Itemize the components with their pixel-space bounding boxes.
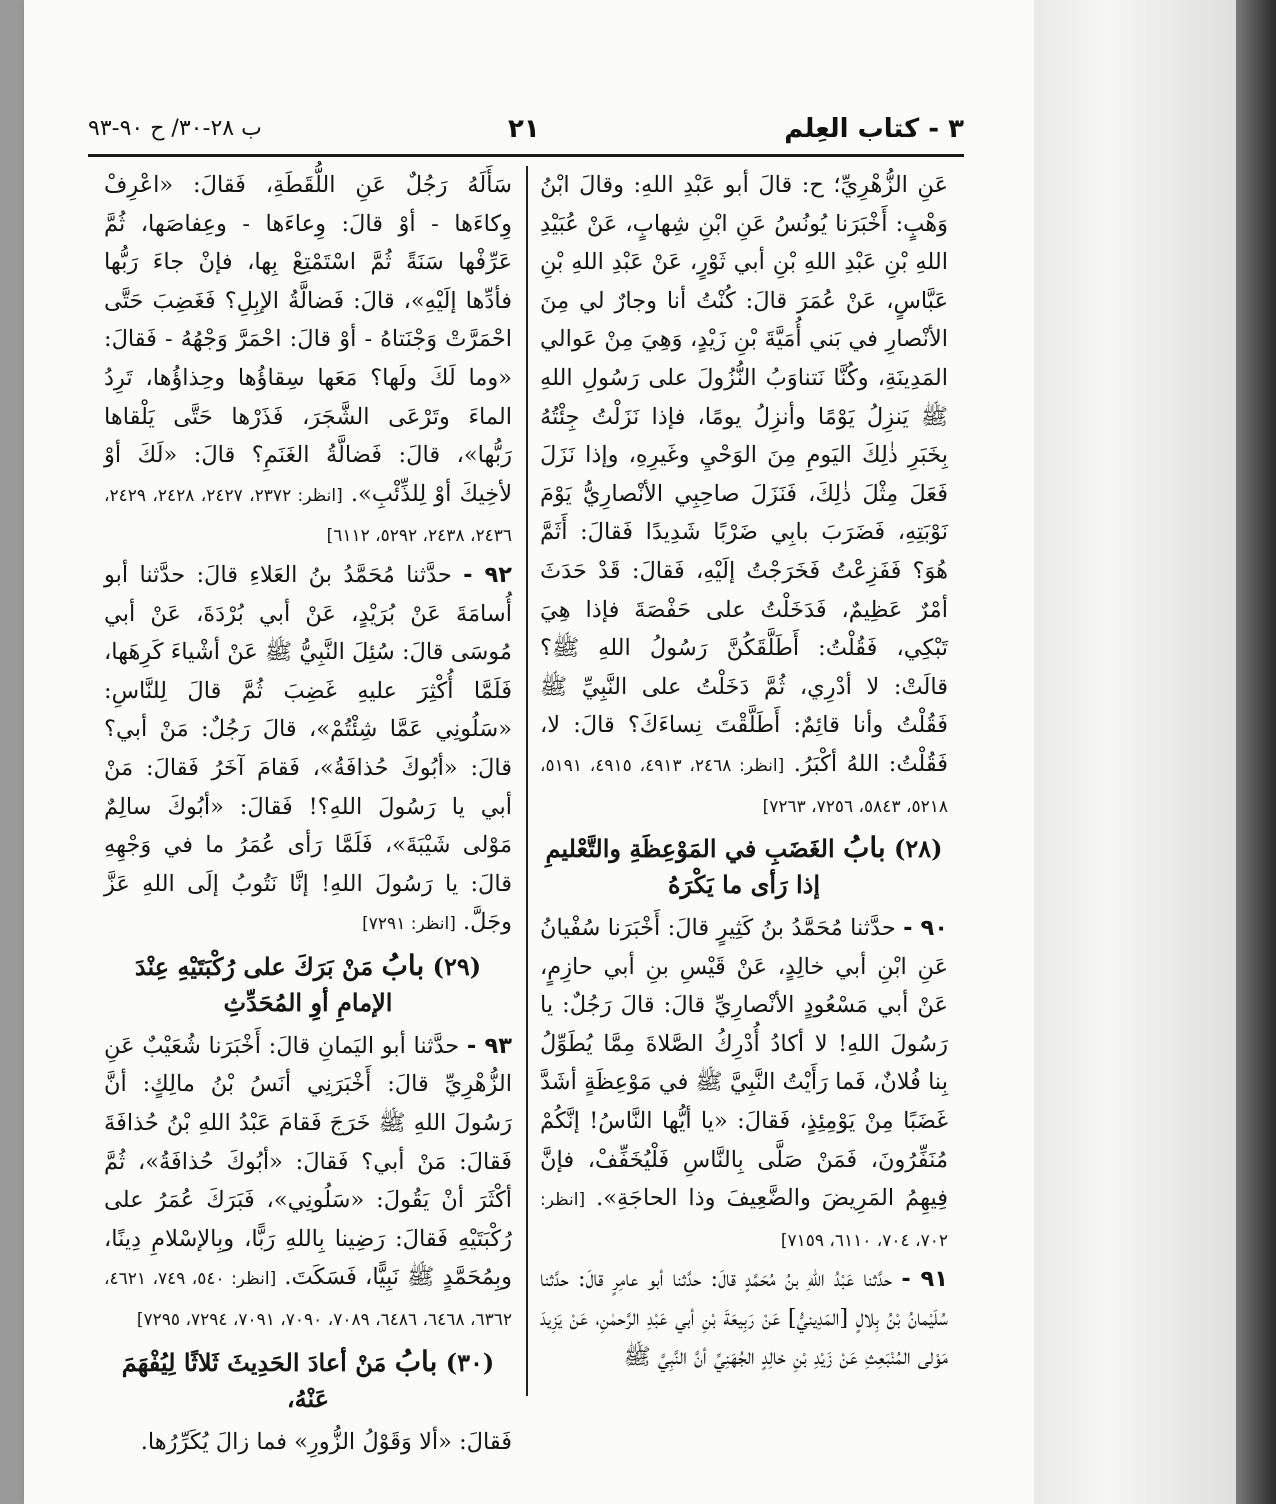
chapter-number: (٢٩) bbox=[432, 951, 482, 981]
hadith-text: فَقالَ: «ألا وَقَوْلُ الزُّورِ» فما زالَ يُكَرِّرُها. bbox=[140, 1428, 512, 1455]
hadith-text: حدَّثنا مُحَمَّدُ بنُ العَلاءِ قالَ: حدَّثنا أبو أُسامَةَ عَنْ بُرَيْدٍ، عَنْ أبي بُرْدَةَ، عَنْ أبي مُوسَى قالَ: سُئِلَ النَّبِيُّ ﷺ عَنْ أشْياءَ كَرِهَها، فَلَمَّا أُكْثِرَ عليهِ غَضِبَ ثُمَّ قالَ لِلنَّاسِ: «سَلُونِي عَمَّا شِئْتُمْ»، قالَ رَجُلٌ: مَنْ أبي؟ قالَ: «أبُوكَ حُذافَةُ»، فَقامَ آخَرُ فَقالَ: مَنْ أبي يا رَسُولَ اللهِ؟! فَقالَ: «أبُوكَ سالِمٌ مَوْلى شَيْبَةَ»، فَلَمَّا رَأى عُمَرُ ما في وَجْهِهِ قالَ: يا رَسُولَ اللهِ! إنَّا نَتُوبُ إلَى اللهِ عَزَّ وجَلَّ. bbox=[104, 561, 512, 936]
hadith-text: عَنِ الزُّهْرِيِّ؛ ح: قالَ أبو عَبْدِ اللهِ: وقالَ ابْنُ وَهْبٍ: أَخْبَرَنا يُونُسُ عَنِ ابْنِ شِهابٍ، عَنْ عُبَيْدِ اللهِ بْنِ عَبْدِ اللهِ بْنِ أبي ثَوْرٍ، عَنْ عَبْدِ اللهِ بْنِ عَبَّاسٍ، عَنْ عُمَرَ قالَ: كُنْتُ أنا وجارٌ لي مِنَ الأنْصارِ في بَني أُمَيَّةَ بْنِ زَيْدٍ، وَهِيَ مِنْ عَوالي المَدِينَةِ، وكُنَّا نَتناوَبُ النُّزُولَ على رَسُولِ اللهِ ﷺ يَنزِلُ يَوْمًا وأنزِلُ يومًا، فإذا نَزَلْتُ جِئْتُهُ بِخَبَرِ ذٰلِكَ اليَومِ مِنَ الوَحْيِ وغَيرِهِ، وإذا نَزَلَ فَعَلَ مِثْلَ ذٰلِكَ، فَنَزَلَ صاحِبِي الأنْصارِيُّ يَوْمَ نَوْبَتِهِ، فَضَرَبَ بابِي ضَرْبًا شَدِيدًا فَقالَ: أَثَمَّ هُوَ؟ فَفَزِعْتُ فَخَرَجْتُ إلَيْهِ، فَقالَ: قَدْ حَدَثَ أمْرٌ عَظِيمٌ، فَدَخَلْتُ على حَفْصَةَ فإذا هِيَ تَبْكِي، فَقُلْتُ: أَطَلَّقَكُنَّ رَسُولُ اللهِ ﷺ؟ قالَتْ: لا أدْرِي، ثُمَّ دَخَلْتُ على النَّبِيِّ ﷺ فَقُلْتُ وأنا قائِمٌ: أَطَلَّقْتَ نِساءَكَ؟ قالَ: لا، فَقُلْتُ: اللهُ أكْبَرُ. bbox=[540, 172, 949, 777]
chapter-heading-text: مَنْ أعادَ الحَدِيثَ ثَلاثًا لِيُفْهَمَ عَنْهُ، bbox=[121, 1347, 387, 1413]
bab-word: بابُ bbox=[394, 1344, 438, 1378]
hadith-number: ٩٠ - bbox=[903, 915, 948, 942]
hadith-90 bbox=[540, 909, 948, 1260]
cross-reference: [انظر: ٢٣٧٢، ٢٤٢٧، ٢٤٢٨، ٢٤٢٩، ٢٤٣٦، ٢٤٣٨، ٥٢٩٢، ٦١١٢] bbox=[104, 485, 512, 547]
hadith-number: ٩٣ - bbox=[466, 1032, 513, 1059]
paragraph bbox=[104, 166, 512, 556]
cross-reference: [انظر: ٢٤٦٨، ٤٩١٣، ٤٩١٥، ٥١٩١، ٥٢١٨، ٥٨٤٣، ٧٢٥٦، ٧٢٦٣] bbox=[540, 755, 948, 817]
book-binding bbox=[1236, 0, 1276, 1504]
paragraph bbox=[540, 166, 948, 826]
bab-word: بابُ bbox=[381, 948, 425, 982]
page-number: ٢١ bbox=[508, 114, 540, 144]
cross-reference: [انظر: ٥٤٠، ٧٤٩، ٤٦٢١، ٦٣٦٢، ٦٤٦٨، ٦٤٨٦، ٧٠٨٩، ٧٠٩٠، ٧٠٩١، ٧٢٩٤، ٧٢٩٥] bbox=[104, 1269, 512, 1331]
page-header bbox=[88, 108, 964, 152]
chapter-heading-29 bbox=[104, 948, 512, 1021]
hadith-91 bbox=[540, 1260, 948, 1376]
hadith-text: حدَّثنا مُحَمَّدُ بنُ كَثِيرٍ قالَ: أَخْبَرَنا سُفْيانُ عَنِ ابْنِ أبي خالِدٍ، عَنْ قَيْسِ بنِ أبي حازِمٍ، عَنْ أبي مَسْعُودٍ الأنْصارِيِّ قالَ: قالَ رَجُلٌ: يا رَسُولَ اللهِ! لا أكادُ أُدْرِكُ الصَّلاةَ مِمَّا يُطَوِّلُ بِنا فُلانٌ، فَما رَأَيْتُ النَّبِيَّ ﷺ في مَوْعِظَةٍ أشَدَّ غَضَبًا مِنْ يَوْمِئِذٍ، فَقالَ: «يا أيُّها النَّاسُ! إنَّكُمْ مُنَفِّرُونَ، فَمَنْ صَلَّى بِالنَّاسِ فَلْيُخَفِّفْ، فإنَّ فِيهِمُ المَرِيضَ والضَّعِيفَ وذا الحاجَةِ». bbox=[540, 915, 948, 1212]
hadith-text: حدَّثنا أبو اليَمانِ قالَ: أَخْبَرَنا شُعَيْبٌ عَنِ الزُّهْرِيِّ قالَ: أَخْبَرَنِي أنَسُ بْنُ مالِكٍ: أنَّ رَسُولَ اللهِ ﷺ خَرَجَ فَقامَ عَبْدُ اللهِ بْنُ حُذافَةَ فَقالَ: مَنْ أبي؟ فَقالَ: «أبُوكَ حُذافَةُ»، ثُمَّ أكْثَرَ أنْ يَقُولَ: «سَلُونِي»، فَبَرَكَ عُمَرُ على رُكْبَتَيْهِ فَقالَ: رَضِينا بِاللهِ رَبًّا، وبِالإسْلامِ دِينًا، وبِمُحَمَّدٍ ﷺ نَبِيًّا، فَسَكَتَ. bbox=[104, 1032, 513, 1291]
hadith-number: ٩٢ - bbox=[463, 561, 513, 588]
right-column bbox=[540, 166, 948, 1396]
cross-reference: [انظر: ٧٢٩١] bbox=[362, 914, 456, 935]
chapter-heading-text: مَنْ بَرَكَ على رُكْبَتَيْهِ عِنْدَ الإمامِ أوِ المُحَدِّثِ bbox=[134, 951, 393, 1017]
hadith-text: حدَّثنا عَبْدُ اللهِ بنُ مُحَمَّدٍ قالَ: حدَّثنا أبو عامِرٍ قالَ: حدَّثنا سُلَيْمانُ بْنُ بِلالٍ [المَدِينيُّ] عَنْ رَبِيعَةَ بْنِ أبي عَبْدِ الرَّحمٰنِ، عَنْ يَزِيدَ مَوْلى المُنْبَعِثِ عَنْ زَيْدِ بْنِ خالِدٍ الجُهَنِيِّ أنَّ النَّبِيَّ ﷺ bbox=[540, 1266, 948, 1370]
chapter-number: (٣٠) bbox=[445, 1347, 495, 1377]
cross-reference: [انظر: ٧٠٢، ٧٠٤، ٦١١٠، ٧١٥٩] bbox=[540, 1190, 948, 1251]
paragraph bbox=[104, 1423, 512, 1462]
left-column bbox=[104, 166, 513, 1455]
hadith-92 bbox=[104, 556, 512, 944]
bab-word: بابُ bbox=[842, 831, 886, 865]
chapter-number: (٢٨) bbox=[894, 834, 943, 864]
hadith-number: ٩١ - bbox=[901, 1266, 949, 1293]
hadith-93 bbox=[104, 1027, 512, 1340]
chapter-heading-30 bbox=[104, 1344, 512, 1417]
header-rule bbox=[88, 154, 964, 157]
chapter-heading-text: الغَضَبِ في المَوْعِظَةِ والتَّعْليمِ إذا رَأى ما يَكْرَهُ bbox=[545, 834, 835, 900]
column-divider bbox=[526, 166, 528, 1396]
section-reference: ب ٢٨-٣٠/ ح ٩٠-٩٣ bbox=[88, 116, 262, 141]
chapter-heading-28 bbox=[540, 830, 948, 903]
chapter-title: ٣ - كتاب العِلم bbox=[784, 114, 964, 144]
hadith-text: سَأَلَهُ رَجُلٌ عَنِ اللُّقَطَةِ، فَقالَ: «اعْرِفْ وِكاءَها - أوْ قالَ: وِعاءَها - وعِفاصَها، ثُمَّ عَرِّفْها سَنَةً ثُمَّ اسْتَمْتِعْ بِها، فإنْ جاءَ رَبُّها فأدِّها إلَيْهِ»، قالَ: فَضالَّةُ الإبِلِ؟ فَغَضِبَ حَتَّى احْمَرَّتْ وَجْنَتاهُ - أوْ قالَ: احْمَرَّ وَجْهُهُ - فَقالَ: «وما لَكَ ولَها؟ مَعَها سِقاؤُها وحِذاؤُها، تَرِدُ الماءَ وتَرْعَى الشَّجَرَ، فَذَرْها حَتَّى يَلْقاها رَبُّها»، قالَ: فَضالَّةُ الغَنَمِ؟ قالَ: «لَكَ أوْ لأخِيكَ أوْ لِلذِّئْبِ». bbox=[104, 172, 513, 507]
